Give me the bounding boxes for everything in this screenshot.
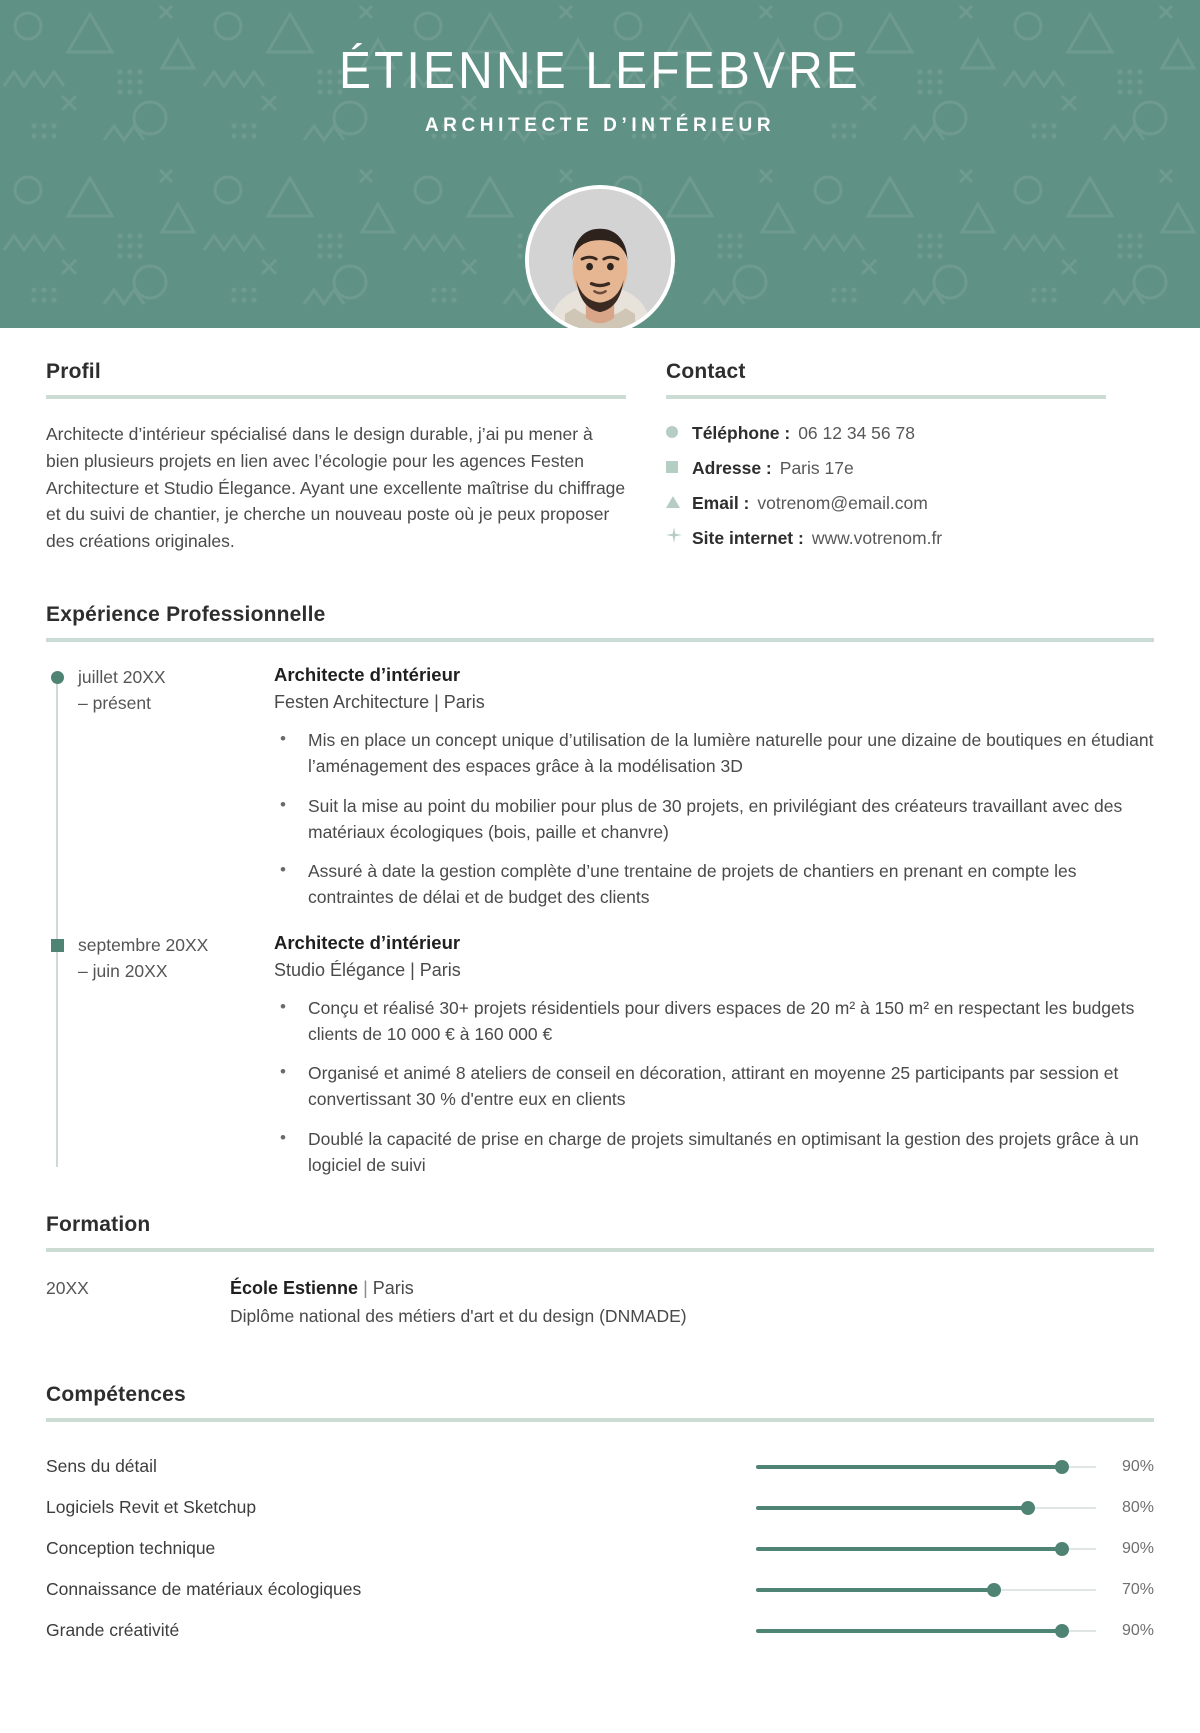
section-divider bbox=[666, 395, 1106, 399]
timeline-marker-square bbox=[51, 939, 64, 952]
skill-name: Conception technique bbox=[46, 1538, 216, 1558]
contact-label: Site internet : bbox=[692, 528, 804, 548]
skill-slider[interactable] bbox=[756, 1460, 1096, 1474]
sparkle-icon-wrap bbox=[666, 527, 692, 543]
square-icon-wrap bbox=[666, 461, 692, 473]
education-degree: Diplôme national des métiers d'art et du design (DNMADE) bbox=[230, 1306, 687, 1326]
experience-item bbox=[46, 932, 1154, 1192]
skill-knob[interactable] bbox=[1055, 1624, 1069, 1638]
resume-body bbox=[0, 360, 1200, 1651]
contact-heading: Contact bbox=[666, 360, 746, 383]
experience-date-start: juillet 20XX bbox=[78, 667, 166, 687]
skill-percent: 90% bbox=[1121, 1457, 1154, 1475]
experience-section bbox=[46, 603, 1154, 1191]
education-section bbox=[46, 1213, 1154, 1327]
experience-bullet: • Mis en place un concept unique d’utilisation de la lumière naturelle pour une dizaine de boutiques en étudiant l’aménagement des espaces grâce à la modélisation 3D bbox=[274, 727, 1154, 780]
skill-knob[interactable] bbox=[1055, 1460, 1069, 1474]
skill-row bbox=[46, 1528, 1154, 1569]
experience-bullet: • Organisé et animé 8 ateliers de conseil en décoration, attirant en moyenne 25 participants par session et convertissant 30 % d'entre eux en clients bbox=[274, 1060, 1154, 1113]
profile-photo-icon bbox=[529, 189, 671, 328]
resume-header bbox=[0, 0, 1200, 328]
skills-section bbox=[46, 1383, 1154, 1651]
skill-name: Connaissance de matériaux écologiques bbox=[46, 1579, 362, 1599]
contact-label: Email : bbox=[692, 493, 750, 513]
experience-job-title: Architecte d’intérieur bbox=[274, 931, 461, 953]
experience-list bbox=[46, 664, 1154, 1191]
skills-list bbox=[46, 1446, 1154, 1651]
skill-percent: 80% bbox=[1121, 1498, 1154, 1516]
sparkle-icon bbox=[666, 527, 682, 543]
skill-fill bbox=[756, 1506, 1028, 1510]
square-icon bbox=[666, 461, 678, 473]
contact-item[interactable] bbox=[666, 528, 1106, 549]
education-school-line bbox=[230, 1278, 687, 1299]
contact-list bbox=[666, 423, 1106, 549]
profile-contact-row bbox=[46, 360, 1154, 563]
skill-percent: 90% bbox=[1121, 1621, 1154, 1639]
experience-company: Festen Architecture | Paris bbox=[274, 692, 485, 712]
experience-dates bbox=[46, 664, 274, 924]
section-divider bbox=[46, 638, 1154, 642]
education-details bbox=[230, 1278, 687, 1327]
section-divider bbox=[46, 395, 626, 399]
experience-job-title: Architecte d’intérieur bbox=[274, 664, 461, 685]
experience-heading: Expérience Professionnelle bbox=[46, 603, 326, 626]
experience-bullet: • Assuré à date la gestion complète d’une trentaine de projets de chantiers en prenant en compte les contraintes de délai et de budget des clients bbox=[274, 858, 1154, 911]
section-divider bbox=[46, 1248, 1154, 1252]
education-separator: | bbox=[363, 1278, 368, 1298]
experience-bullet-list bbox=[274, 727, 1154, 911]
avatar bbox=[525, 185, 675, 328]
skill-row bbox=[46, 1487, 1154, 1528]
skill-percent: 90% bbox=[1121, 1539, 1154, 1557]
experience-bullet: • Suit la mise au point du mobilier pour plus de 30 projets, en privilégiant des créateurs travaillant avec des matériaux écologiques (bois, paille et chanvre) bbox=[274, 793, 1154, 846]
skill-knob[interactable] bbox=[987, 1583, 1001, 1597]
experience-date-start: septembre 20XX bbox=[78, 934, 209, 955]
experience-bullet-list bbox=[274, 995, 1154, 1179]
triangle-icon bbox=[666, 496, 680, 508]
skill-slider[interactable] bbox=[756, 1542, 1096, 1556]
skill-percent: 70% bbox=[1121, 1580, 1154, 1598]
section-divider bbox=[46, 1418, 1154, 1422]
experience-date-end: – juin 20XX bbox=[78, 960, 168, 981]
skill-slider[interactable] bbox=[756, 1583, 1096, 1597]
experience-details bbox=[274, 664, 1154, 924]
skill-fill bbox=[756, 1588, 994, 1592]
contact-value: votrenom@email.com bbox=[757, 493, 928, 513]
contact-label: Téléphone : bbox=[692, 423, 791, 443]
education-year: 20XX bbox=[46, 1278, 89, 1298]
experience-bullet: • Doublé la capacité de prise en charge de projets simultanés en optimisant la gestion des projets grâce à un logiciel de suivi bbox=[274, 1126, 1154, 1179]
circle-icon-wrap bbox=[666, 426, 692, 438]
experience-bullet: • Conçu et réalisé 30+ projets résidentiels pour divers espaces de 20 m² à 150 m² en respectant les budgets clients de 10 000 € à 160 000 € bbox=[274, 995, 1154, 1048]
page-title: ÉTIENNE LEFEBVRE bbox=[338, 42, 862, 100]
contact-item[interactable] bbox=[666, 423, 1106, 444]
skill-knob[interactable] bbox=[1021, 1501, 1035, 1515]
skill-row bbox=[46, 1610, 1154, 1651]
contact-label: Adresse : bbox=[692, 458, 772, 478]
skill-row bbox=[46, 1446, 1154, 1487]
education-school: École Estienne bbox=[230, 1278, 359, 1298]
skill-slider[interactable] bbox=[756, 1624, 1096, 1638]
skill-fill bbox=[756, 1547, 1062, 1551]
profile-section bbox=[46, 360, 666, 563]
contact-value: Paris 17e bbox=[779, 458, 854, 478]
skill-fill bbox=[756, 1629, 1062, 1633]
education-heading: Formation bbox=[46, 1213, 151, 1236]
education-location: Paris bbox=[372, 1278, 414, 1298]
experience-dates bbox=[46, 932, 274, 1192]
education-item bbox=[46, 1278, 1154, 1327]
contact-value: www.votrenom.fr bbox=[811, 528, 943, 548]
contact-section bbox=[666, 360, 1106, 563]
circle-icon bbox=[666, 426, 678, 438]
skill-knob[interactable] bbox=[1055, 1542, 1069, 1556]
timeline-marker-circle bbox=[51, 671, 64, 684]
skill-name: Logiciels Revit et Sketchup bbox=[46, 1497, 257, 1517]
skill-name: Sens du détail bbox=[46, 1456, 157, 1476]
skill-fill bbox=[756, 1465, 1062, 1469]
contact-value: 06 12 34 56 78 bbox=[798, 423, 915, 443]
skill-name: Grande créativité bbox=[46, 1620, 180, 1640]
skill-row bbox=[46, 1569, 1154, 1610]
contact-item[interactable] bbox=[666, 493, 1106, 514]
experience-details bbox=[274, 932, 1154, 1192]
education-list bbox=[46, 1278, 1154, 1327]
profile-heading: Profil bbox=[46, 360, 101, 383]
skill-slider[interactable] bbox=[756, 1501, 1096, 1515]
experience-company: Studio Élégance | Paris bbox=[274, 959, 461, 980]
experience-item bbox=[46, 664, 1154, 924]
job-subtitle: ARCHITECTE D’INTÉRIEUR bbox=[424, 114, 776, 136]
contact-item[interactable] bbox=[666, 458, 1106, 479]
experience-date-end: – présent bbox=[78, 693, 151, 714]
profile-text: Architecte d’intérieur spécialisé dans le design durable, j’ai pu mener à bien plusieurs projets en lien avec l’écologie pour les agences Festen Architecture et Studio Élegance. Ayant une excellente maîtrise du chiffrage et du suivi de chantier, je cherche un nouveau poste où je peux proposer des créations originales. bbox=[46, 424, 626, 552]
triangle-icon-wrap bbox=[666, 496, 692, 508]
skills-heading: Compétences bbox=[46, 1383, 186, 1406]
